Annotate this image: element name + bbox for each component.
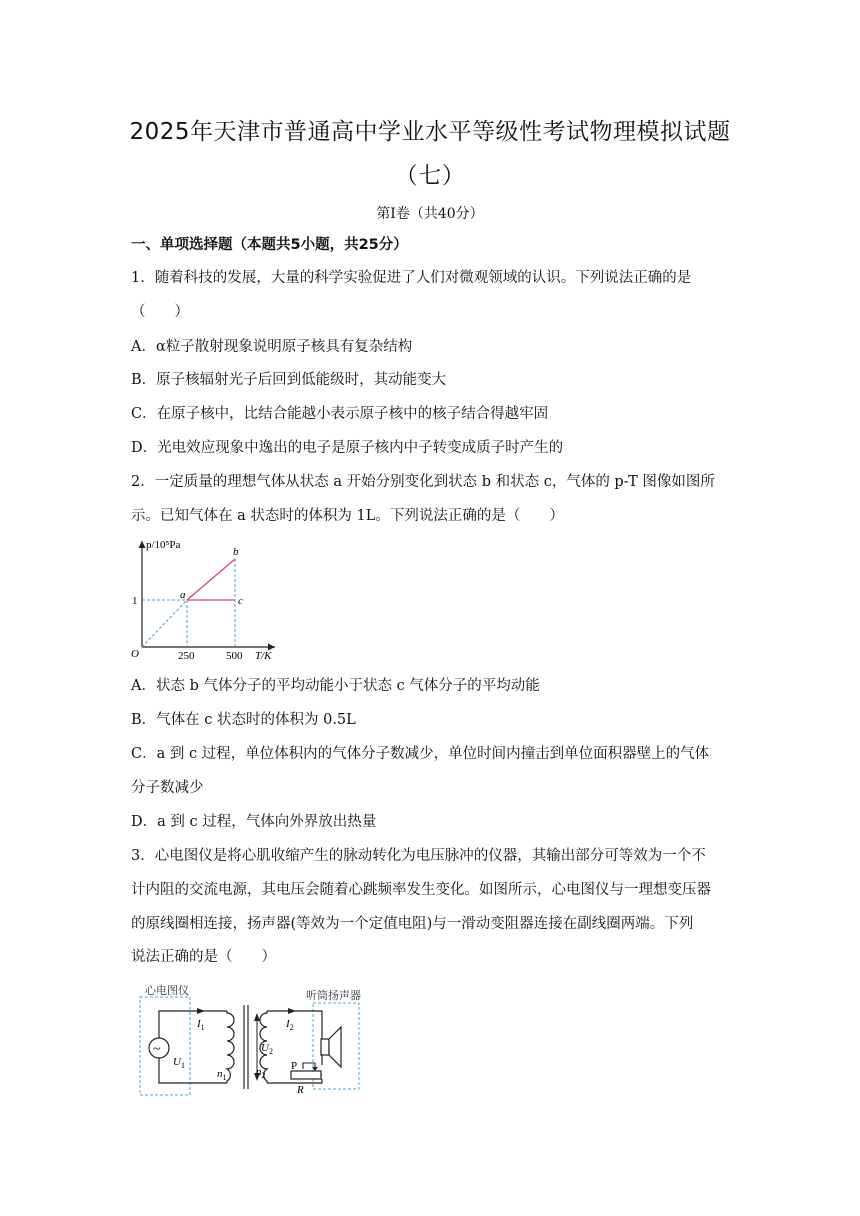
u2-label: $U_2$ — [261, 1042, 273, 1056]
q1-option-c: C．在原子核中，比结合能越小表示原子核中的核子结合得越牢固 — [131, 406, 549, 422]
x-tick-250: 250 — [178, 650, 195, 662]
q2-option-a: A．状态 b 气体分子的平均动能小于状态 c 气体分子的平均动能 — [131, 678, 540, 694]
primary-coil — [227, 1011, 234, 1083]
speaker-device-label: 听筒扬声器 — [306, 989, 361, 1002]
slider-p-label: P — [291, 1060, 298, 1072]
n2-label: $n_2$ — [256, 1066, 266, 1080]
u1-label: $U_1$ — [173, 1056, 185, 1070]
i1-label: $I_1$ — [197, 1018, 205, 1032]
q1-option-d: D．光电效应现象中逸出的电子是原子核内中子转变成质子时产生的 — [131, 440, 564, 456]
y-tick-1: 1 — [132, 595, 138, 607]
x-tick-500: 500 — [226, 650, 243, 662]
exam-title-number: （七） — [394, 163, 466, 189]
q2-stem-line1: 2．一定质量的理想气体从状态 a 开始分别变化到状态 b 和状态 c，气体的 p-T 图像如图所 — [131, 474, 715, 490]
q2-option-b: B．气体在 c 状态时的体积为 0.5L — [131, 712, 356, 728]
point-a-label: a — [180, 589, 186, 601]
q1-stem-line2: （ ） — [131, 304, 189, 320]
q1-option-b: B．原子核辐射光子后回到低能级时，其动能变大 — [131, 372, 447, 388]
i1-arrow-icon — [197, 1008, 205, 1014]
q2-option-d: D．a 到 c 过程，气体向外界放出热量 — [131, 814, 377, 830]
secondary-wire-top — [267, 1011, 322, 1023]
q2-stem-line2: 示。已知气体在 a 状态时的体积为 1L。下列说法正确的是（ ） — [131, 508, 564, 524]
ecg-device-label: 心电图仪 — [145, 984, 189, 997]
rheostat-resistor — [291, 1071, 321, 1079]
primary-wire — [159, 1011, 227, 1038]
i2-arrow-icon — [288, 1008, 296, 1014]
transformer-circuit — [135, 983, 375, 1103]
process-a-to-b — [187, 559, 235, 600]
section-heading: 一、单项选择题（本题共5小题，共25分） — [131, 237, 408, 253]
q3-stem-line4: 说法正确的是（ ） — [131, 949, 276, 965]
y-axis-label: p/10⁵Pa — [146, 539, 181, 551]
x-axis-label: T/K — [255, 650, 272, 662]
origin-label: O — [131, 648, 139, 660]
q2-option-c-line2: 分子数减少 — [131, 780, 204, 796]
n1-label: $n_1$ — [217, 1068, 227, 1082]
volume-heading: 第Ⅰ卷（共40分） — [376, 206, 484, 222]
speaker-cone — [329, 1027, 341, 1067]
point-b-label: b — [233, 546, 239, 558]
i2-label: $I_2$ — [286, 1018, 294, 1032]
q3-stem-line2: 计内阻的交流电源，其电压会随着心跳频率发生变化。如图所示，心电图仪与一理想变压器 — [131, 882, 711, 898]
pt-graph — [125, 535, 285, 665]
q3-stem-line1: 3．心电图仪是将心肌收缩产生的脉动转化为电压脉冲的仪器，其输出部分可等效为一个不 — [131, 848, 706, 864]
origin-to-a-dash — [142, 600, 187, 647]
q1-option-a: A．α粒子散射现象说明原子核具有复杂结构 — [131, 339, 413, 355]
speaker-icon — [321, 1039, 329, 1055]
exam-title: 2025年天津市普通高中学业水平等级性考试物理模拟试题 — [129, 119, 731, 145]
rheostat-r-label: R — [297, 1084, 304, 1096]
q1-stem-line1: 1．随着科技的发展，大量的科学实验促进了人们对微观领域的认识。下列说法正确的是 — [131, 270, 692, 286]
q2-option-c-line1: C．a 到 c 过程，单位体积内的气体分子数减少，单位时间内撞击到单位面积器壁上的气体 — [131, 746, 710, 762]
q3-stem-line3: 的原线圈相连接，扬声器(等效为一个定值电阻)与一滑动变阻器连接在副线圈两端。下列 — [131, 916, 694, 932]
ac-source-symbol: ~ — [153, 1042, 161, 1057]
point-c-label: c — [238, 595, 243, 607]
